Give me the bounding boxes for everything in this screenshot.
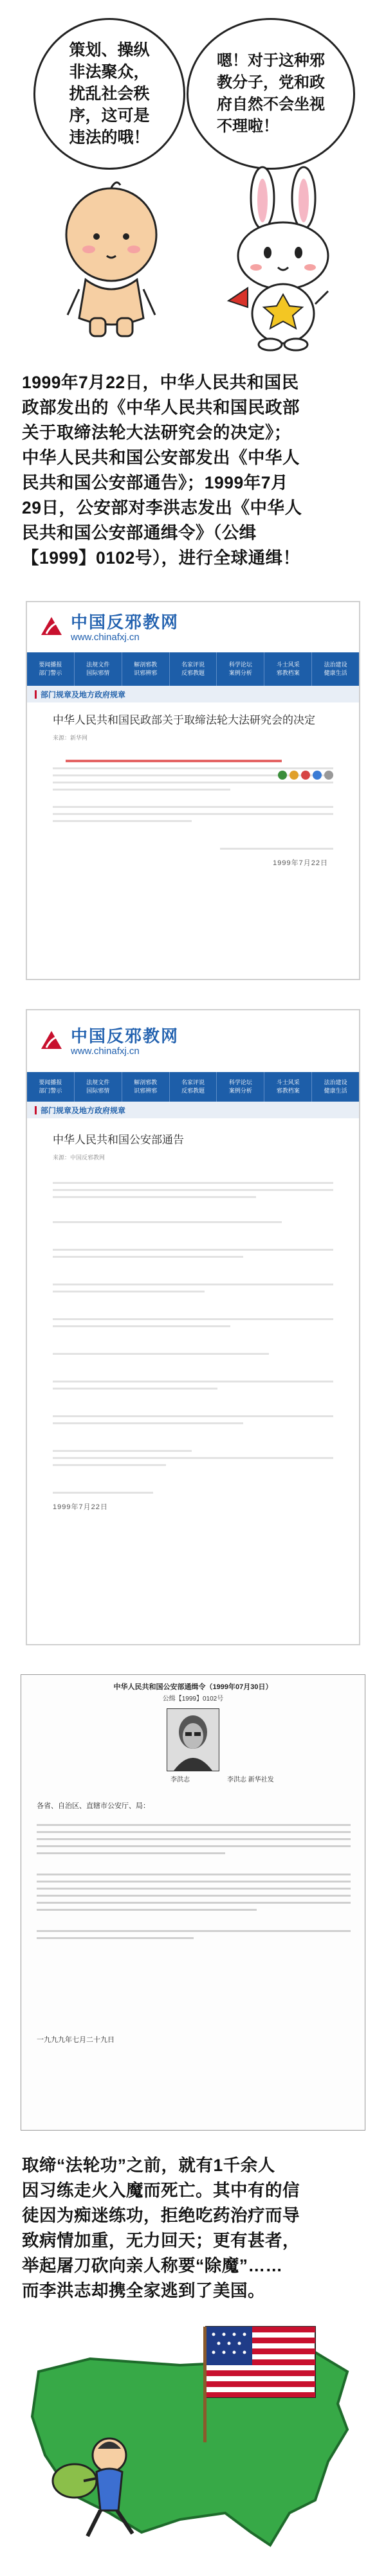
site-name: 中国反邪教网 [71, 612, 179, 632]
site-url: www.chinafxj.cn [71, 631, 140, 643]
left-bubble-text: 策划、操纵 非法聚众， 扰乱社会秩 序，这可是 违法的哦！ [69, 41, 150, 147]
wanted-date: 一九九九年七月二十九日 [37, 2036, 115, 2044]
portrait-caption-right: 李洪志 新华社发 [227, 1776, 274, 1784]
nav-item-6[interactable]: 斗士风采 邪教档案 [264, 1072, 312, 1102]
portrait-photo [167, 1708, 219, 1771]
intro-paragraph: 1999年7月22日，中华人民共和国民 政部发出的《中华人民共和国民政部 关于取缔法轮大法研究会的决定》； 中华人民共和国公安部发出《中华人 民共和国公安部通告》；1999年7月 29日，公安部对李洪志发出《中华人 民共和国公安部通缉令》（公缉 【1999】0102号），进行全球通缉！ [22, 373, 302, 568]
usa-map-illustration [13, 2320, 373, 2571]
article-source: 来源：中国反邪教网 [53, 1154, 106, 1161]
site-logo-icon [39, 1028, 64, 1054]
nav-item-6[interactable]: 斗士风采 邪教档案 [264, 652, 312, 686]
site-header [27, 1010, 359, 1072]
wanted-greeting: 各省、自治区、直辖市公安厅、局： [37, 1802, 150, 1810]
closing-paragraph: 取缔“法轮功”之前，就有1千余人 因习练走火入魔而死亡。其中有的信 徒因为痴迷练功，拒绝吃药治疗而导 致病情加重，无力回天；更有甚者， 举起屠刀砍向亲人称要“除魔”…… 而李洪志却携全家逃到了美国。 [22, 2156, 300, 2300]
site-nav [27, 1072, 359, 1102]
nav-item-2[interactable]: 法规文件 国际邪情 [75, 1072, 122, 1102]
site-name: 中国反邪教网 [71, 1026, 179, 1046]
comic-panel [0, 0, 386, 360]
nav-item-4[interactable]: 名家评说 反邪教题 [170, 652, 217, 686]
wanted-notice-document [21, 1674, 365, 2131]
nav-item-7[interactable]: 法治建设 健康生活 [324, 661, 347, 676]
breadcrumb[interactable]: 部门规章及地方政府规章 [27, 686, 359, 702]
nav-item-4[interactable]: 名家评说 反邪教题 [170, 1072, 217, 1102]
portrait-icon [167, 1709, 219, 1771]
article-date: 1999年7月22日 [273, 859, 328, 867]
nav-item-5[interactable]: 科学论坛 案例分析 [217, 652, 264, 686]
nav-item-1[interactable]: 要闻播报 部门警示 [27, 652, 75, 686]
nav-item-1[interactable]: 要闻播报 部门警示 [27, 1072, 75, 1102]
share-icons[interactable] [278, 771, 333, 780]
right-bubble-text: 嗯！对于这种邪 教分子，党和政 府自然不会坐视 不理啦！ [217, 52, 325, 135]
webpage-screenshot-public-security-notice [26, 1009, 360, 1645]
site-header [27, 602, 359, 652]
nav-item-5[interactable]: 科学论坛 案例分析 [217, 1072, 264, 1102]
nav-item-3[interactable]: 解剖邪教 识邪辨邪 [122, 652, 170, 686]
rabbit-character-icon [219, 166, 347, 352]
article-title: 中华人民共和国公安部通告 [53, 1134, 184, 1146]
site-nav [27, 652, 359, 686]
portrait-caption-left: 李洪志 [170, 1776, 190, 1784]
red-headline-placeholder [66, 760, 282, 762]
wanted-notice-title: 中华人民共和国公安部通缉令（1999年07月30日） [113, 1683, 273, 1691]
breadcrumb[interactable]: 部门规章及地方政府规章 [27, 1102, 359, 1118]
nav-item-2[interactable]: 法规文件 国际邪情 [75, 652, 122, 686]
site-url: www.chinafxj.cn [71, 1045, 140, 1057]
site-logo-icon [39, 614, 64, 640]
baby-character-icon [50, 174, 172, 341]
right-speech-bubble [187, 18, 355, 170]
article-source: 来源：新华网 [53, 735, 88, 741]
wanted-body-lines [37, 1819, 351, 1944]
nav-item-3[interactable]: 解剖邪教 识邪辨邪 [122, 1072, 170, 1102]
nav-item-7[interactable]: 法治建设 健康生活 [324, 1079, 347, 1094]
left-speech-bubble [33, 18, 185, 170]
webpage-screenshot-ministry-decision [26, 601, 360, 980]
article-title: 中华人民共和国民政部关于取缔法轮大法研究会的决定 [53, 714, 315, 726]
wanted-notice-number: 公缉【1999】0102号 [162, 1695, 224, 1703]
article-date: 1999年7月22日 [53, 1503, 108, 1511]
